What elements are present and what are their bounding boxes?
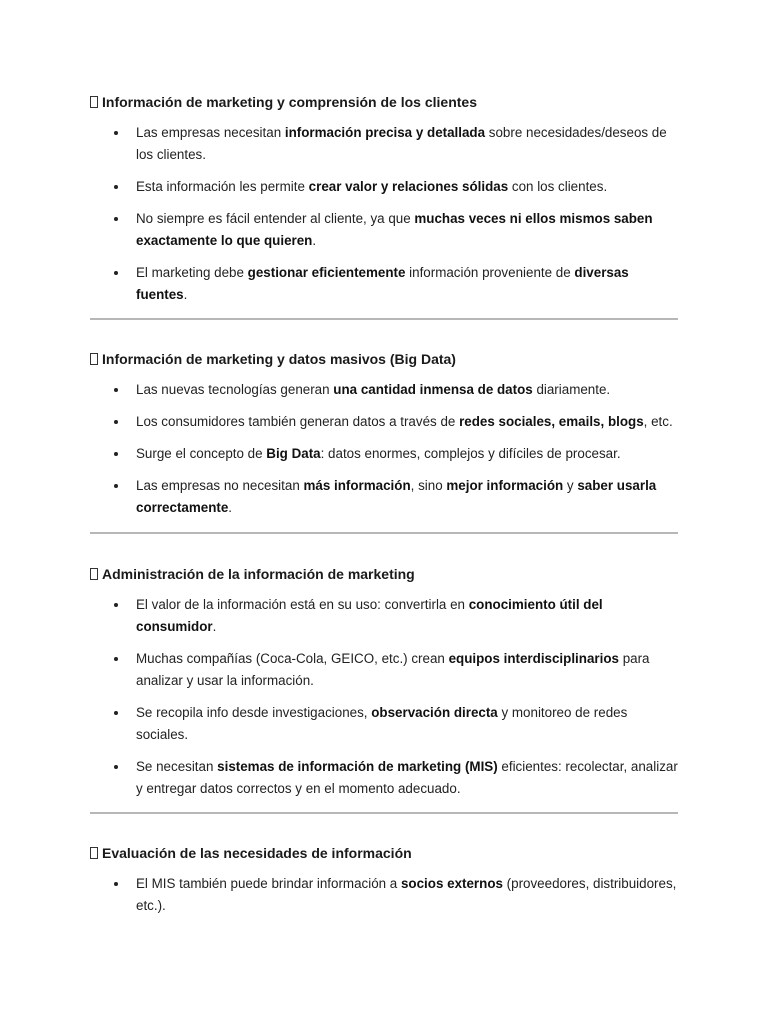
- bullet-item: [90, 648, 678, 692]
- text-run: y: [563, 478, 578, 493]
- bold-text: crear valor y relaciones sólidas: [308, 179, 509, 194]
- bullet-item: [90, 443, 678, 465]
- bold-text: muchas veces ni ellos mismos saben exactamente lo que quieren: [136, 211, 653, 248]
- section-divider: [90, 318, 678, 320]
- bold-text: información precisa y detallada: [284, 125, 486, 140]
- bold-text: saber usarla correctamente: [136, 478, 657, 515]
- text-run: .: [228, 500, 233, 515]
- bold-text: Big Data: [266, 446, 321, 461]
- section-heading-text: Información de marketing y comprensión de los clientes: [102, 94, 477, 110]
- text-run: Muchas compañías (Coca-Cola, GEICO, etc.) crean: [136, 651, 449, 666]
- bold-text: diversas fuentes: [136, 265, 629, 302]
- bullet-item: [90, 122, 678, 166]
- missing-glyph-icon: [90, 847, 98, 859]
- text-run: Las nuevas tecnologías generan: [136, 382, 334, 397]
- text-run: (proveedores, distribuidores, etc.).: [136, 876, 677, 913]
- text-run: El MIS también puede brindar información a: [136, 876, 401, 891]
- bullet-list: [90, 873, 678, 917]
- bullet-item: [90, 756, 678, 800]
- section-heading-text: Evaluación de las necesidades de información: [102, 845, 412, 861]
- text-run: .: [312, 233, 317, 248]
- text-run: .: [183, 287, 188, 302]
- text-run: El valor de la información está en su uso: convertirla en: [136, 597, 469, 612]
- section-heading: [90, 349, 678, 369]
- bullet-item: [90, 262, 678, 306]
- section-heading-text: Información de marketing y datos masivos (Big Data): [102, 351, 456, 367]
- text-run: sobre necesidades/deseos de los clientes.: [136, 125, 667, 162]
- bullet-list: [90, 594, 678, 800]
- bold-text: una cantidad inmensa de datos: [333, 382, 533, 397]
- bold-text: equipos interdisciplinarios: [448, 651, 619, 666]
- bold-text: gestionar eficientemente: [247, 265, 406, 280]
- bold-text: socios externos: [400, 876, 503, 891]
- section-information-needs: [90, 843, 678, 917]
- missing-glyph-icon: [90, 568, 98, 580]
- text-run: eficientes: recolectar, analizar y entregar datos correctos y en el momento adecuado.: [136, 759, 678, 796]
- section-heading: [90, 843, 678, 863]
- text-run: para analizar y usar la información.: [136, 651, 650, 688]
- section-big-data: [90, 349, 678, 519]
- section-heading: [90, 92, 678, 112]
- section-heading: [90, 564, 678, 584]
- bullet-item: [90, 702, 678, 746]
- section-customer-understanding: [90, 92, 678, 306]
- bold-text: mejor información: [446, 478, 564, 493]
- text-run: con los clientes.: [508, 179, 608, 194]
- text-run: Surge el concepto de: [136, 446, 267, 461]
- text-run: El marketing debe: [136, 265, 248, 280]
- text-run: Se recopila info desde investigaciones,: [136, 705, 372, 720]
- text-run: diariamente.: [532, 382, 611, 397]
- text-run: , etc.: [643, 414, 673, 429]
- bullet-item: [90, 208, 678, 252]
- bullet-item: [90, 475, 678, 519]
- text-run: : datos enormes, complejos y difíciles de procesar.: [320, 446, 621, 461]
- bold-text: conocimiento útil del consumidor: [136, 597, 603, 634]
- text-run: .: [212, 619, 217, 634]
- text-run: , sino: [410, 478, 447, 493]
- bold-text: sistemas de información de marketing (MIS): [217, 759, 498, 774]
- missing-glyph-icon: [90, 353, 98, 365]
- text-run: Los consumidores también generan datos a través de: [136, 414, 460, 429]
- bold-text: observación directa: [371, 705, 498, 720]
- bullet-item: [90, 379, 678, 401]
- bullet-item: [90, 873, 678, 917]
- section-divider: [90, 812, 678, 814]
- section-divider: [90, 532, 678, 534]
- bold-text: redes sociales, emails, blogs: [459, 414, 644, 429]
- bullet-list: [90, 379, 678, 519]
- bullet-item: [90, 176, 678, 198]
- text-run: y monitoreo de redes sociales.: [136, 705, 628, 742]
- bold-text: más información: [303, 478, 411, 493]
- section-information-management: [90, 564, 678, 800]
- text-run: Se necesitan: [136, 759, 218, 774]
- section-heading-text: Administración de la información de marketing: [102, 566, 415, 582]
- text-run: No siempre es fácil entender al cliente, ya que: [136, 211, 415, 226]
- text-run: información proveniente de: [405, 265, 575, 280]
- text-run: Las empresas necesitan: [136, 125, 285, 140]
- bullet-item: [90, 594, 678, 638]
- text-run: Esta información les permite: [136, 179, 309, 194]
- missing-glyph-icon: [90, 96, 98, 108]
- bullet-item: [90, 411, 678, 433]
- bullet-list: [90, 122, 678, 306]
- text-run: Las empresas no necesitan: [136, 478, 304, 493]
